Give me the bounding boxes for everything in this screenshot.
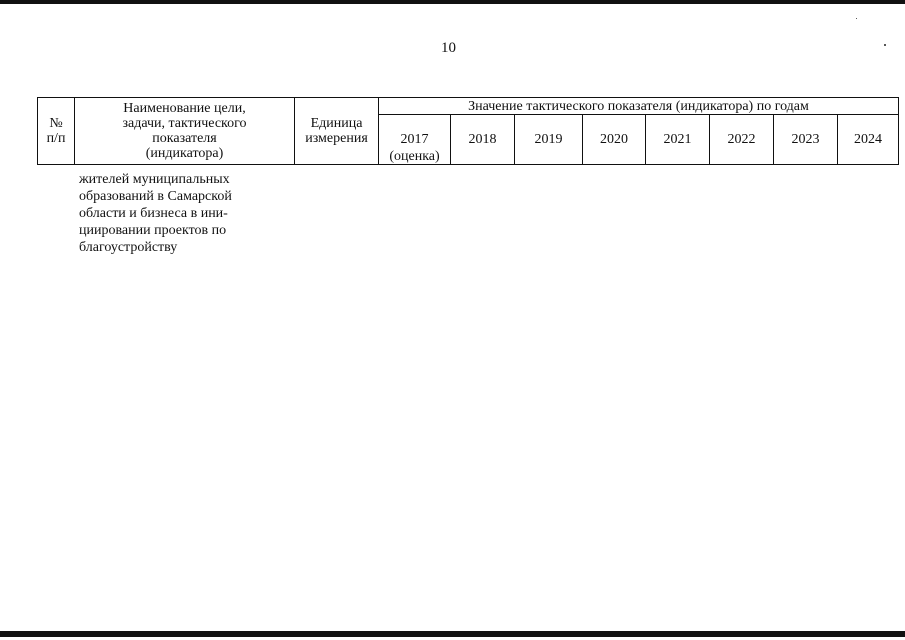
name-header-line: Наименование цели, (123, 101, 246, 116)
year-label: 2017 (400, 132, 429, 147)
page-number: 10 (441, 40, 456, 56)
name-column-header (75, 98, 295, 165)
goal-text-continuation (79, 171, 253, 256)
name-header-line: задачи, тактического (122, 116, 247, 131)
page-top-edge (0, 0, 905, 4)
year-2017-header (379, 115, 451, 165)
continuation-line (79, 171, 253, 188)
name-header-line: показателя (152, 131, 217, 146)
number-header-line: № (49, 116, 63, 131)
scan-speck (856, 18, 857, 19)
year-2020-header: 2020 (583, 115, 646, 165)
year-2018-header: 2018 (451, 115, 515, 165)
number-header-line: п/п (46, 131, 66, 146)
unit-column-header (295, 98, 379, 165)
continuation-line: благоустройству (79, 240, 178, 255)
year-note: (оценка) (389, 149, 440, 164)
continuation-word: жителей (79, 172, 130, 187)
year-2023-header: 2023 (774, 115, 838, 165)
unit-header-line: Единица (310, 116, 363, 131)
page-bottom-edge (0, 631, 905, 637)
continuation-line: образований в Самарской (79, 189, 232, 204)
unit-header-line: измерения (305, 131, 368, 146)
values-by-year-group-header: Значение тактического показателя (индикатора) по годам (379, 98, 899, 115)
continuation-line: области и бизнеса в ини- (79, 206, 228, 221)
year-2019-header: 2019 (515, 115, 583, 165)
continuation-word: муниципальных (132, 172, 230, 187)
year-2022-header: 2022 (710, 115, 774, 165)
indicator-table-header (37, 97, 899, 165)
year-2024-header: 2024 (838, 115, 899, 165)
continuation-line: циировании проектов по (79, 223, 227, 238)
name-header-line: (индикатора) (145, 146, 224, 161)
number-column-header (38, 98, 75, 165)
year-2021-header: 2021 (646, 115, 710, 165)
